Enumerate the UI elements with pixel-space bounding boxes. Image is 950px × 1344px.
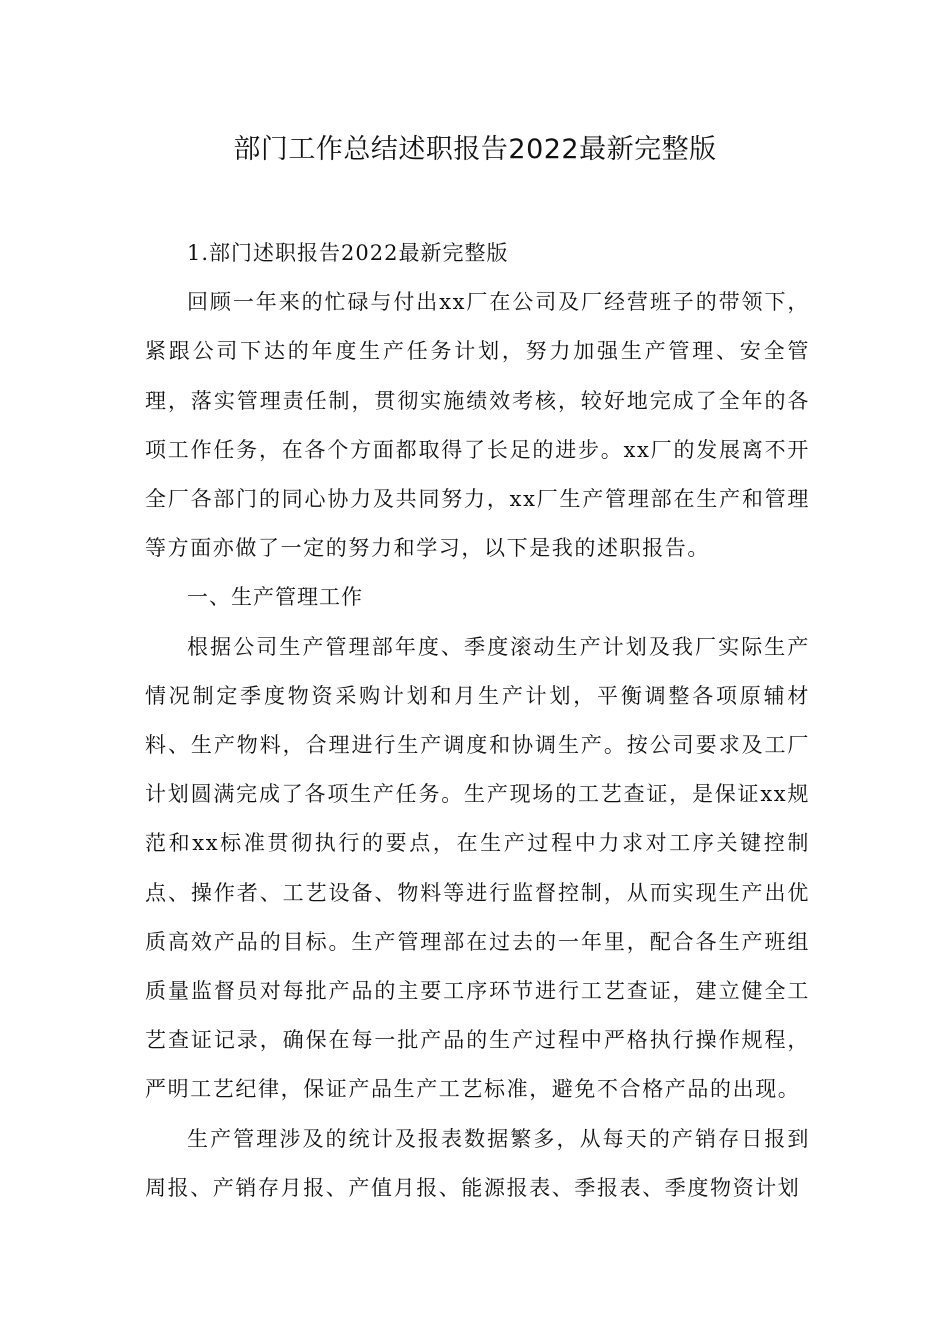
document-body <box>145 229 810 1213</box>
body-paragraph: 回顾一年来的忙碌与付出xx厂在公司及厂经营班子的带领下，紧跟公司下达的年度生产任务计划，努力加强生产管理、安全管理，落实管理责任制，贯彻实施绩效考核，较好地完成了全年的各项工作任务，在各个方面都取得了长足的进步。xx厂的发展离不开全厂各部门的同心协力及共同努力，xx厂生产管理部在生产和管理等方面亦做了一定的努力和学习，以下是我的述职报告。 <box>145 290 810 561</box>
body-paragraph: 生产管理涉及的统计及报表数据繁多，从每天的产销存日报到周报、产销存月报、产值月报、能源报表、季报表、季度物资计划 <box>145 1126 810 1200</box>
body-paragraph: 根据公司生产管理部年度、季度滚动生产计划及我厂实际生产情况制定季度物资采购计划和月生产计划，平衡调整各项原辅材料、生产物料，合理进行生产调度和协调生产。按公司要求及工厂计划圆满完成了各项生产任务。生产现场的工艺查证，是保证xx规范和xx标准贯彻执行的要点，在生产过程中力求对工序关键控制点、操作者、工艺设备、物料等进行监督控制，从而实现生产出优质高效产品的目标。生产管理部在过去的一年里，配合各生产班组质量监督员对每批产品的主要工序环节进行工艺查证，建立健全工艺查证记录，确保在每一批产品的生产过程中严格执行操作规程，严明工艺纪律，保证产品生产工艺标准，避免不合格产品的出现。 <box>145 634 810 1102</box>
document-title: 部门工作总结述职报告2022最新完整版 <box>233 134 717 165</box>
section-heading: 一、生产管理工作 <box>187 585 363 610</box>
section-heading: 1.部门述职报告2022最新完整版 <box>187 241 509 265</box>
